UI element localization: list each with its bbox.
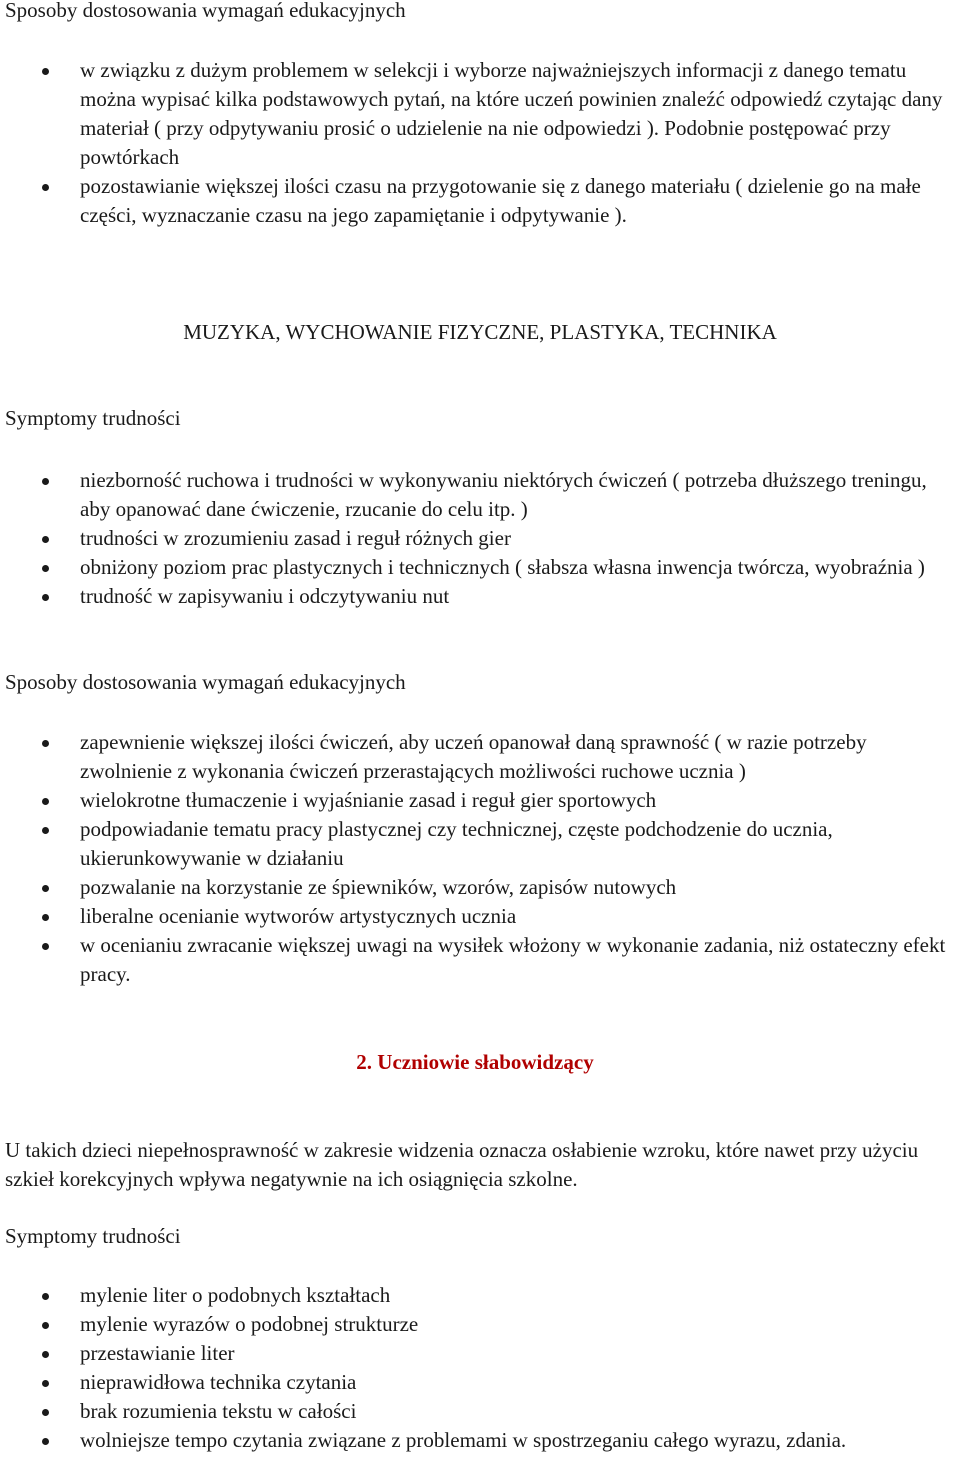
heading-sposoby-dostosowania: Sposoby dostosowania wymagań edukacyjnych	[5, 670, 406, 694]
list-item: niezborność ruchowa i trudności w wykonywaniu niektórych ćwiczeń ( potrzeba dłuższego treningu, aby opanować dane ćwiczenie, rzucanie do celu itp. )	[0, 466, 955, 524]
section-title	[0, 1048, 955, 1077]
list-item: liberalne ocenianie wytworów artystycznych ucznia	[0, 902, 955, 931]
list-item: mylenie wyrazów o podobnej strukturze	[0, 1310, 955, 1339]
heading-sposoby-dostosowania: Sposoby dostosowania wymagań edukacyjnych	[5, 0, 406, 22]
symptoms-list-1	[0, 466, 955, 611]
list-item: wielokrotne tłumaczenie i wyjaśnianie zasad i reguł gier sportowych	[0, 786, 955, 815]
list-item: podpowiadanie tematu pracy plastycznej czy technicznej, częste podchodzenie do ucznia, ukierunkowywanie w działaniu	[0, 815, 955, 873]
subject-heading: MUZYKA, WYCHOWANIE FIZYCZNE, PLASTYKA, TECHNIKA	[183, 320, 777, 344]
list-item: mylenie liter o podobnych kształtach	[0, 1281, 955, 1310]
section-title-text: Uczniowie słabowidzący	[377, 1050, 594, 1074]
list-item: trudności w zrozumieniu zasad i reguł różnych gier	[0, 524, 955, 553]
list-item: trudność w zapisywaniu i odczytywaniu nut	[0, 582, 955, 611]
list-item: pozostawianie większej ilości czasu na przygotowanie się z danego materiału ( dzielenie go na małe części, wyznaczanie czasu na jego zapamiętanie i odpytywanie ).	[0, 172, 955, 230]
symptoms-list-2	[0, 1281, 955, 1455]
list-item: wolniejsze tempo czytania związane z problemami w spostrzeganiu całego wyrazu, zdania.	[0, 1426, 955, 1455]
heading-symptomy-trudnosci: Symptomy trudności	[5, 1224, 181, 1248]
list-item: pozwalanie na korzystanie ze śpiewników, wzorów, zapisów nutowych	[0, 873, 955, 902]
list-item: przestawianie liter	[0, 1339, 955, 1368]
list-item: w ocenianiu zwracanie większej uwagi na wysiłek włożony w wykonanie zadania, niż ostateczny efekt pracy.	[0, 931, 955, 989]
list-item: brak rozumienia tekstu w całości	[0, 1397, 955, 1426]
list-item: obniżony poziom prac plastycznych i technicznych ( słabsza własna inwencja twórcza, wyobraźnia )	[0, 553, 955, 582]
heading-symptomy-trudnosci: Symptomy trudności	[5, 406, 181, 430]
intro-paragraph: U takich dzieci niepełnosprawność w zakresie widzenia oznacza osłabienie wzroku, które nawet przy użyciu szkieł korekcyjnych wpływa negatywnie na ich osiągnięcia szkolne.	[5, 1138, 919, 1191]
section-number: 2.	[356, 1050, 373, 1074]
adaptation-list-1	[0, 56, 955, 230]
adaptation-list-2	[0, 728, 955, 989]
list-item: zapewnienie większej ilości ćwiczeń, aby uczeń opanował daną sprawność ( w razie potrzeby zwolnienie z wykonania ćwiczeń przerastających możliwości ruchowe ucznia )	[0, 728, 955, 786]
list-item: w związku z dużym problemem w selekcji i wyborze najważniejszych informacji z danego tematu można wypisać kilka podstawowych pytań, na które uczeń powinien znaleźć odpowiedź czytając dany materiał ( przy odpytywaniu prosić o udzielenie na nie odpowiedzi ). Podobnie postępować przy powtórkach	[0, 56, 955, 172]
list-item: nieprawidłowa technika czytania	[0, 1368, 955, 1397]
